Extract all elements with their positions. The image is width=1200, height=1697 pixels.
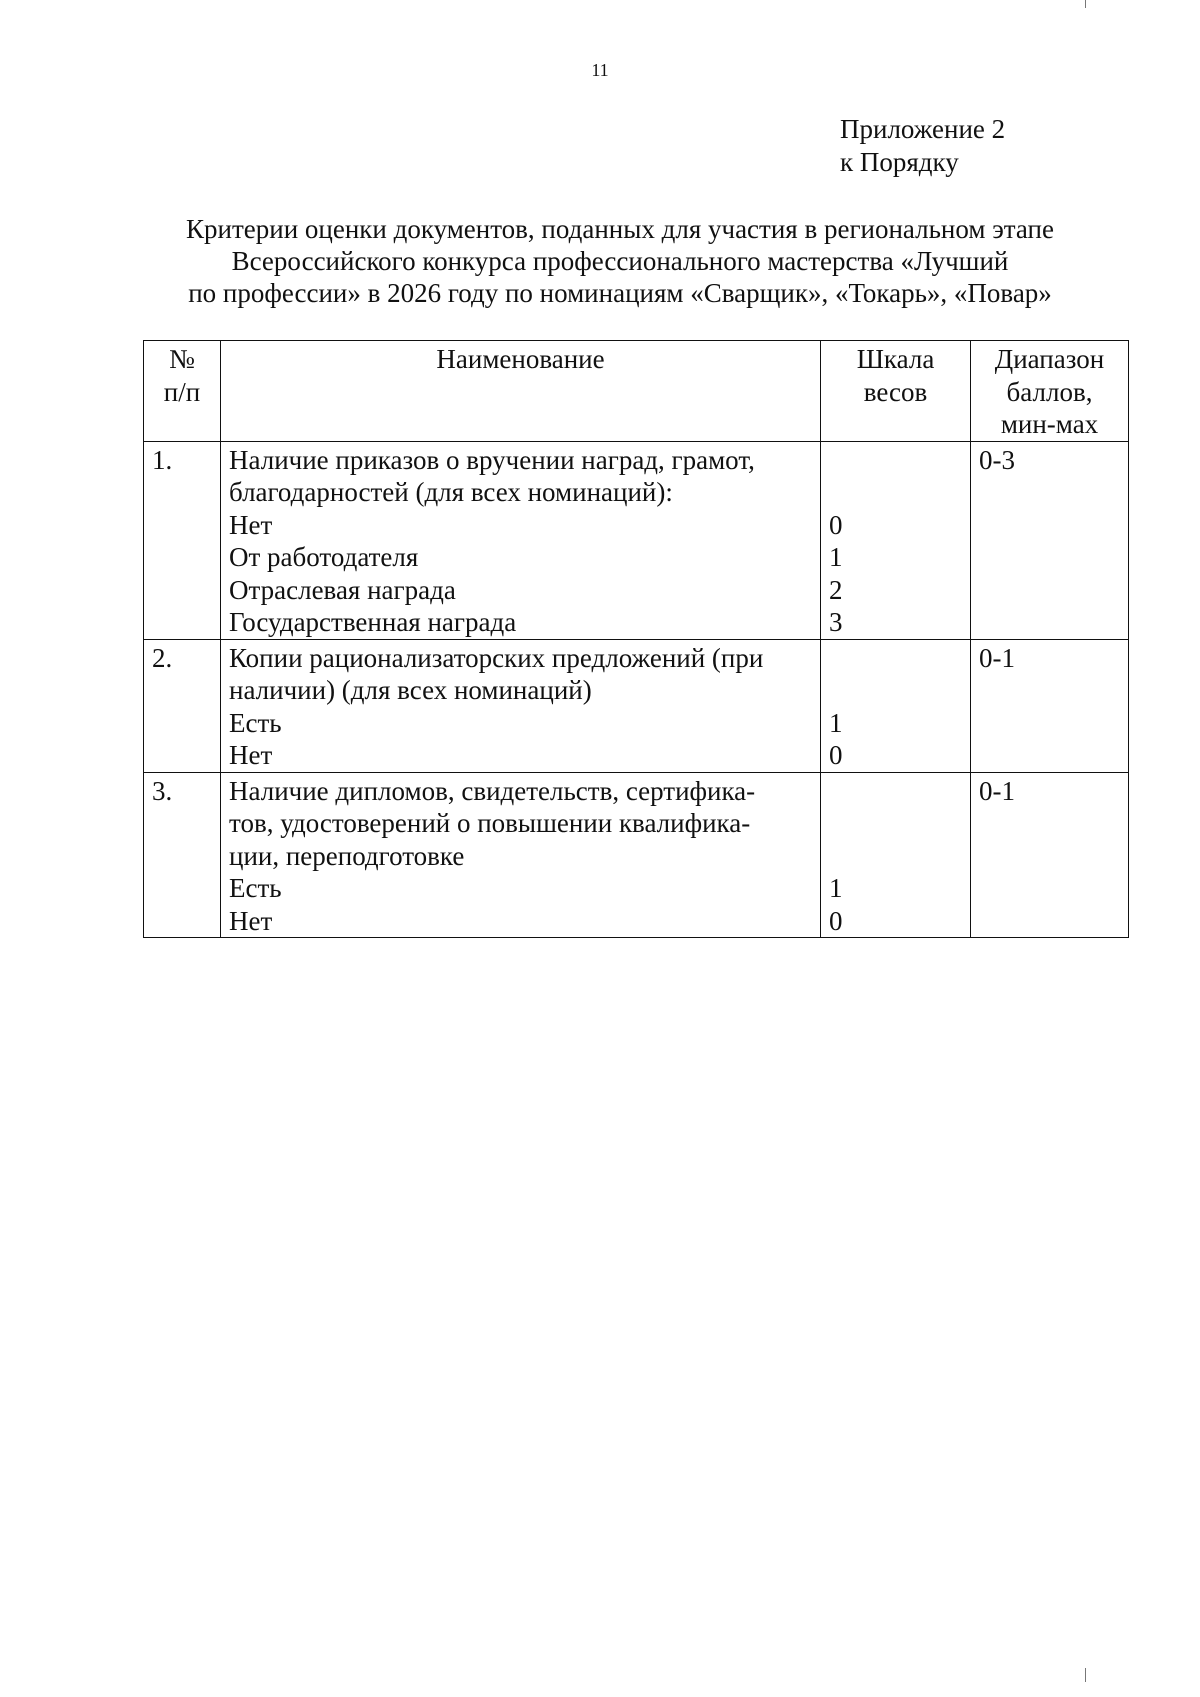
row-range: 0-1	[971, 772, 1129, 938]
criterion-option: Отраслевая награда	[229, 574, 456, 605]
criterion-option: Нет	[229, 509, 273, 540]
weight-value: 0	[829, 905, 843, 936]
criteria-table	[143, 340, 1129, 938]
criterion-option: Государственная награда	[229, 607, 517, 637]
weight-value: 1	[829, 707, 843, 738]
page-number: 11	[591, 60, 609, 80]
header-number-line: №	[169, 344, 195, 374]
appendix-order: к Порядку	[840, 147, 959, 177]
weight-value: 3	[829, 607, 843, 637]
table-header-row	[144, 341, 1129, 442]
row-weights	[821, 639, 971, 772]
criterion-text: наличии) (для всех номинаций)	[229, 675, 592, 705]
header-number-line: п/п	[163, 376, 201, 407]
table-row	[144, 772, 1129, 938]
header-weight-line: весов	[863, 376, 928, 407]
weight-value: 2	[829, 574, 843, 605]
weight-value: 1	[829, 542, 843, 572]
header-range-line: мин-мах	[1000, 409, 1099, 439]
criterion-option: Нет	[229, 905, 273, 936]
criterion-text: Наличие приказов о вручении наград, грамот,	[229, 444, 755, 475]
header-weight-line: Шкала	[856, 344, 935, 374]
row-weights	[821, 441, 971, 639]
criterion-option: Нет	[229, 740, 273, 770]
header-number	[144, 341, 221, 442]
criterion-option: Есть	[229, 707, 282, 738]
row-criterion	[221, 639, 821, 772]
row-number: 3.	[144, 772, 221, 938]
criterion-text: Наличие дипломов, свидетельств, сертифика-	[229, 775, 756, 806]
scan-mark	[1085, 1668, 1086, 1682]
title-line: Критерии оценки документов, поданных для участия в региональном этапе	[186, 214, 1054, 244]
row-criterion	[221, 441, 821, 639]
title-line: Всероссийского конкурса профессионального мастерства «Лучший	[231, 246, 1009, 276]
header-range-line: баллов,	[1006, 376, 1093, 407]
row-range: 0-3	[971, 441, 1129, 639]
criterion-option: Есть	[229, 873, 282, 903]
row-criterion	[221, 772, 821, 938]
header-range-line: Диапазон	[994, 344, 1105, 374]
row-number: 1.	[144, 441, 221, 639]
criterion-option: От работодателя	[229, 542, 419, 572]
title-line: по профессии» в 2026 году по номинациям «Сварщик», «Токарь», «Повар»	[188, 278, 1052, 308]
row-range: 0-1	[971, 639, 1129, 772]
scan-mark	[1085, 0, 1086, 8]
weight-value: 0	[829, 509, 843, 540]
criterion-text: ции, переподготовке	[229, 840, 465, 871]
weight-value: 1	[829, 873, 843, 903]
criterion-text: благодарностей (для всех номинаций):	[229, 477, 673, 507]
header-score-range	[971, 341, 1129, 442]
criterion-text: Копии рационализаторских предложений (при	[229, 642, 764, 673]
appendix-number: Приложение 2	[840, 114, 1006, 144]
weight-value: 0	[829, 740, 843, 770]
header-weight-scale	[821, 341, 971, 442]
header-name-line: Наименование	[436, 344, 605, 374]
table-row	[144, 639, 1129, 772]
table-row	[144, 441, 1129, 639]
row-weights	[821, 772, 971, 938]
criterion-text: тов, удостоверений о повышении квалифика-	[229, 808, 751, 838]
row-number: 2.	[144, 639, 221, 772]
document-title	[150, 213, 1090, 309]
header-name	[221, 341, 821, 442]
appendix-reference	[840, 113, 1005, 179]
